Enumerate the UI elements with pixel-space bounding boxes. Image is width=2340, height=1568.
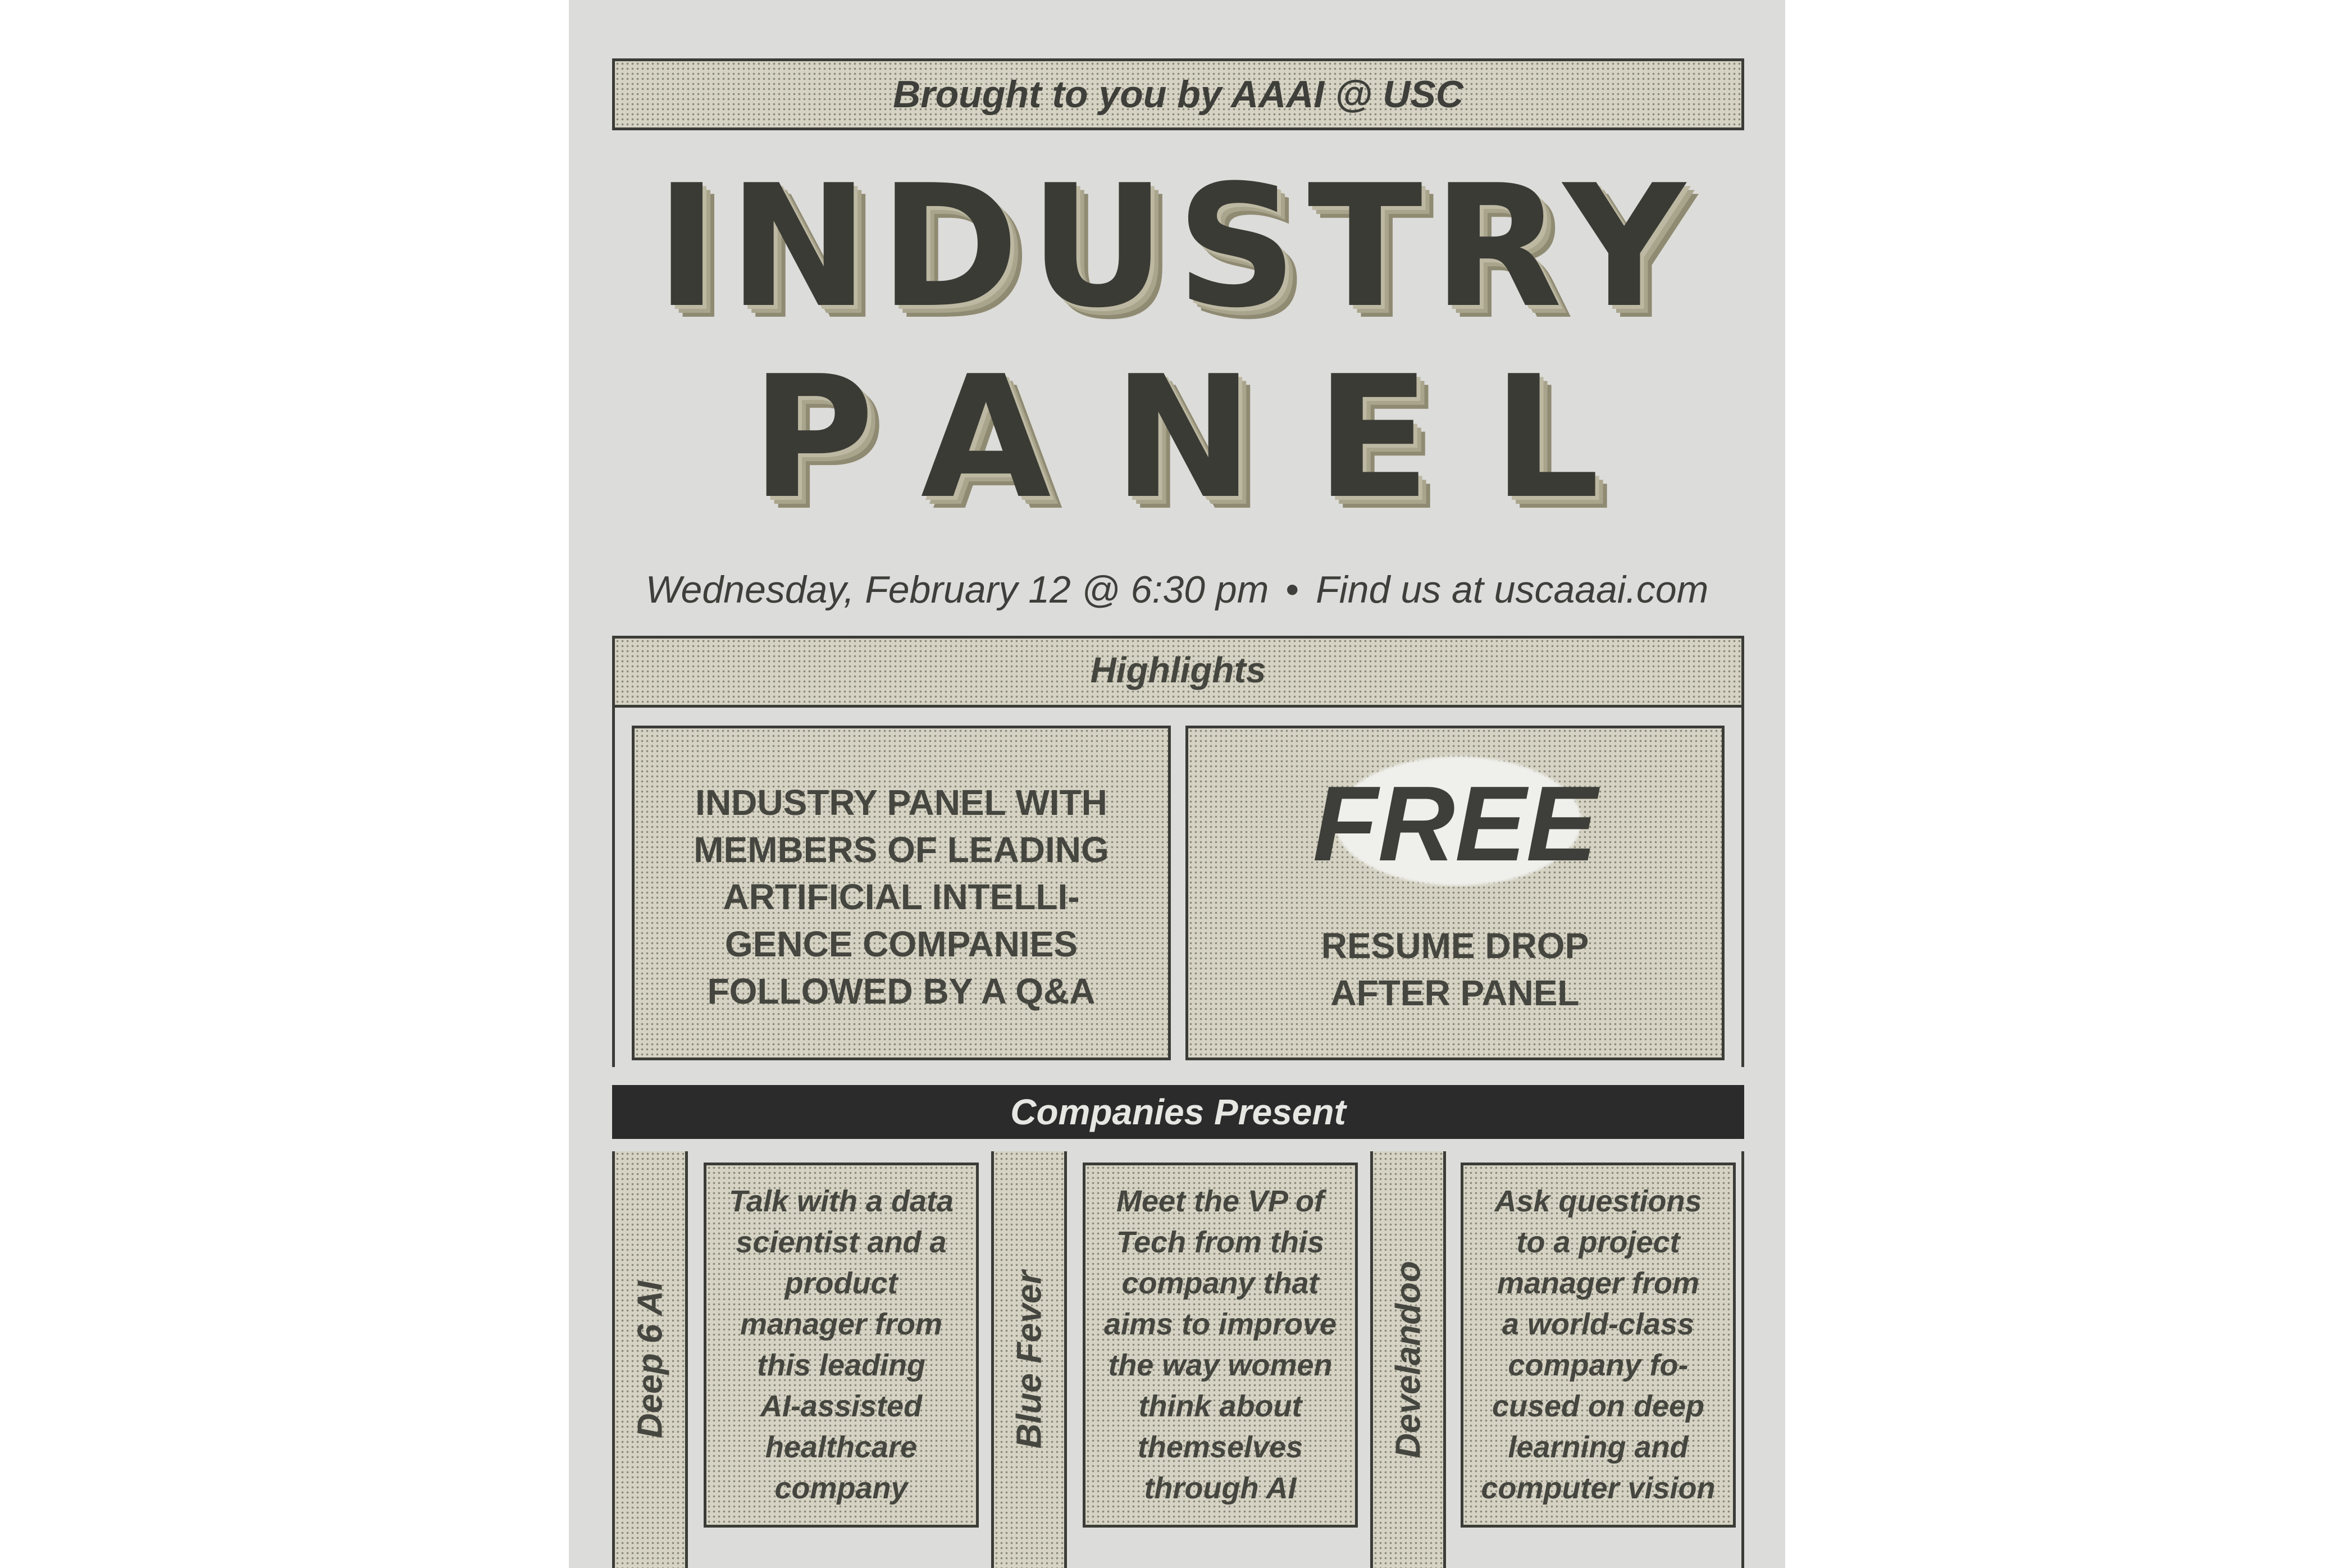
panel-line: FOLLOWED BY A Q&A xyxy=(707,971,1096,1011)
desc-line: company that xyxy=(1121,1266,1319,1300)
desc-line: learning and xyxy=(1508,1430,1689,1464)
highlights-header xyxy=(612,636,1744,708)
panel-line: INDUSTRY PANEL WITH xyxy=(695,782,1107,823)
event-datetime: Wednesday, February 12 @ 6:30 pm xyxy=(645,568,1269,611)
sponsor-banner xyxy=(612,58,1744,130)
company-name-strip-develandoo xyxy=(1373,1151,1446,1568)
company-name-strip-deep6ai xyxy=(615,1151,688,1568)
website-text: Find us at uscaaai.com xyxy=(1316,568,1709,611)
desc-line: a world-class xyxy=(1502,1307,1695,1341)
panel-description-card xyxy=(632,726,1171,1060)
highlights-heading: Highlights xyxy=(1090,650,1266,690)
desc-line: computer vision xyxy=(1481,1471,1716,1505)
company-name: Develandoo xyxy=(1389,1261,1427,1458)
desc-line: company xyxy=(774,1471,908,1505)
title-line-panel: PANEL xyxy=(751,340,1662,536)
desc-line: to a project xyxy=(1516,1225,1680,1259)
title-line-industry: INDUSTRY xyxy=(655,149,1695,345)
desc-line: Ask questions xyxy=(1494,1184,1702,1218)
desc-line: themselves xyxy=(1137,1430,1303,1464)
desc-line: the way women xyxy=(1108,1348,1333,1382)
resume-text xyxy=(1188,922,1722,1017)
desc-line: Meet the VP of xyxy=(1116,1184,1325,1218)
desc-line: AI-assisted xyxy=(760,1389,923,1423)
panel-line: MEMBERS OF LEADING xyxy=(694,829,1109,870)
sponsor-text: Brought to you by AAAI @ USC xyxy=(893,73,1463,116)
desc-line: Talk with a data xyxy=(728,1184,954,1218)
desc-line: aims to improve xyxy=(1103,1307,1337,1341)
info-line xyxy=(591,564,1763,615)
company-name: Deep 6 AI xyxy=(631,1280,669,1439)
desc-line: scientist and a xyxy=(736,1225,947,1259)
event-poster xyxy=(569,0,1785,1568)
resume-line: AFTER PANEL xyxy=(1330,973,1580,1013)
company-name: Blue Fever xyxy=(1010,1270,1048,1449)
company-desc-card xyxy=(704,1163,979,1528)
company-desc-card xyxy=(1461,1163,1736,1528)
desc-line: manager from xyxy=(1497,1266,1700,1300)
companies-header-bar xyxy=(612,1085,1744,1139)
companies-heading: Companies Present xyxy=(1010,1092,1346,1132)
desc-line: this leading xyxy=(756,1348,926,1382)
panel-line: GENCE COMPANIES xyxy=(724,924,1078,964)
desc-line: through AI xyxy=(1144,1471,1297,1505)
desc-line: think about xyxy=(1138,1389,1302,1423)
desc-line: manager from xyxy=(740,1307,943,1341)
desc-line: company fo- xyxy=(1508,1348,1689,1382)
company-desc-card xyxy=(1083,1163,1358,1528)
bullet-separator: • xyxy=(1285,568,1299,611)
desc-line: cused on deep xyxy=(1491,1389,1705,1423)
desc-line: product xyxy=(784,1266,898,1300)
desc-line: Tech from this xyxy=(1116,1225,1325,1259)
desc-line: healthcare xyxy=(765,1430,918,1464)
panel-line: ARTIFICIAL INTELLI- xyxy=(723,877,1080,917)
resume-line: RESUME DROP xyxy=(1321,926,1589,966)
free-label: FREE xyxy=(1312,764,1598,883)
resume-drop-card xyxy=(1185,726,1725,1060)
company-name-strip-bluefever xyxy=(994,1151,1067,1568)
